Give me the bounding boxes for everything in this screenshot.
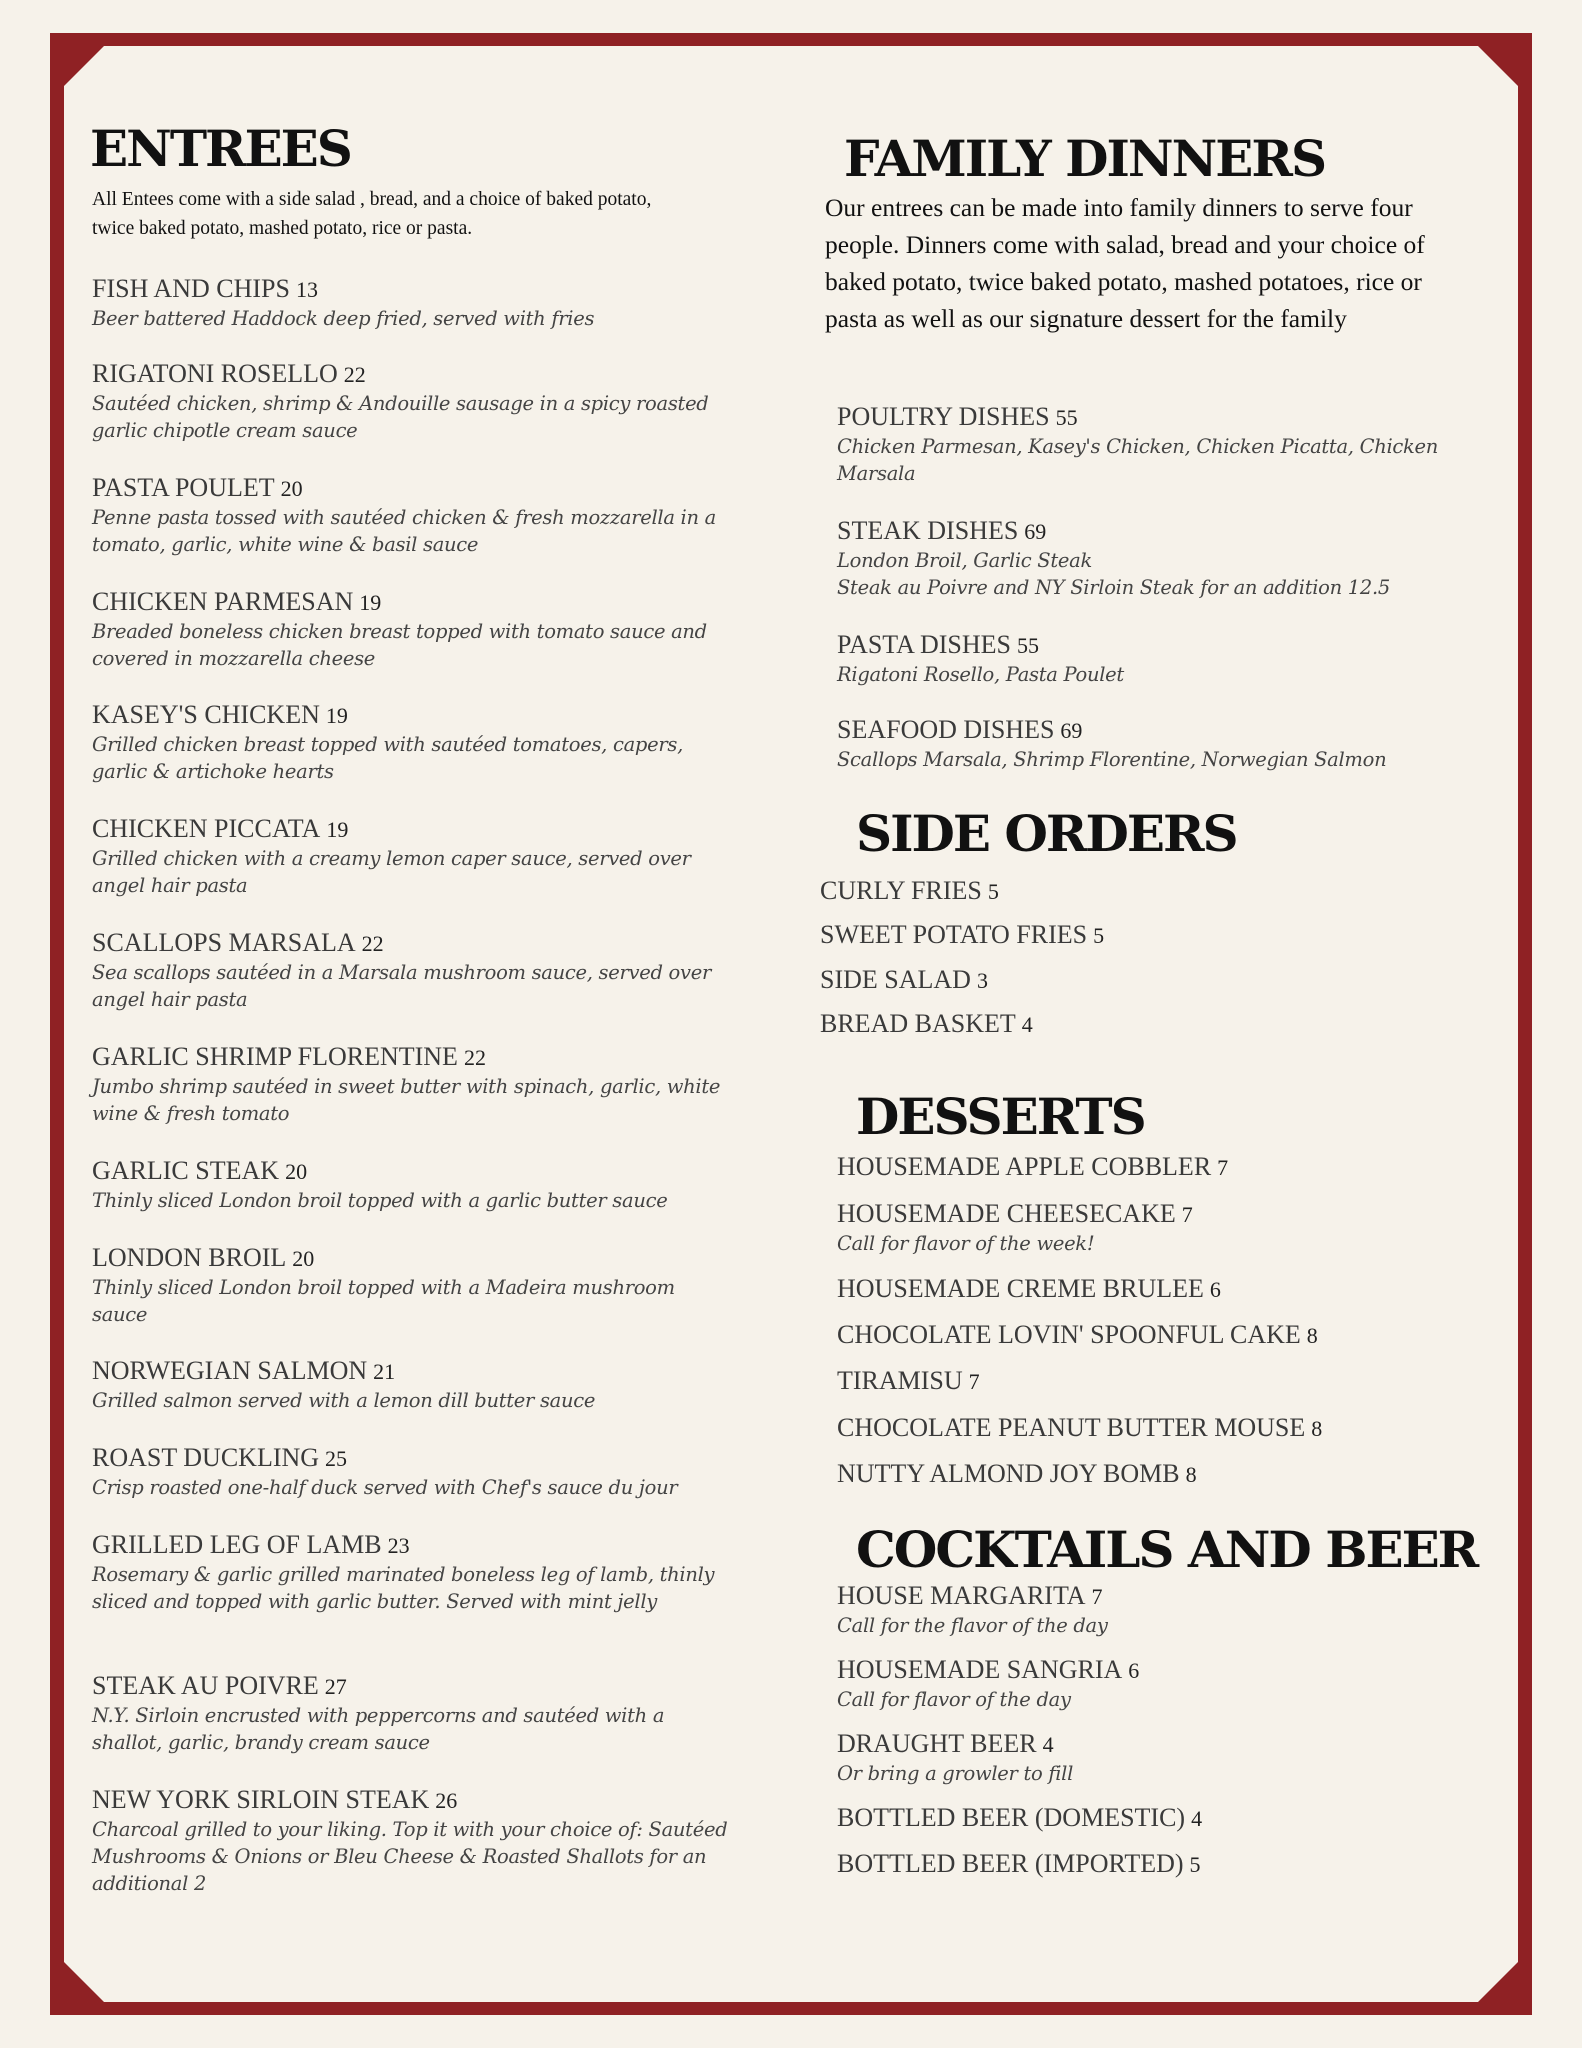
family-dinners-heading: FAMILY DINNERS bbox=[844, 129, 1326, 188]
item-description: Rigatoni Rosello, Pasta Poulet bbox=[837, 663, 1124, 686]
item-name: CHOCOLATE LOVIN' SPOONFUL CAKE bbox=[837, 1320, 1301, 1349]
item-name: RIGATONI ROSELLO bbox=[92, 359, 338, 388]
item-price: 4 bbox=[1021, 1012, 1033, 1037]
item-description: Rosemary & garlic grilled marinated boneless leg of lamb, thinly sliced and topped with garlic butter. Served with mint jelly bbox=[92, 1563, 715, 1613]
family-dinner-item bbox=[837, 630, 1497, 688]
item-description: Charcoal grilled to your liking. Top it with your choice of: Sautéed Mushrooms & Onions or Bleu Cheese & Roasted Shallots for an additional 2 bbox=[92, 1818, 728, 1895]
cocktail-item bbox=[837, 1803, 1202, 1834]
item-price: 21 bbox=[373, 1359, 396, 1384]
item-price: 22 bbox=[361, 931, 384, 956]
item-price: 13 bbox=[295, 277, 318, 302]
item-price: 25 bbox=[325, 1446, 348, 1471]
side-order-item bbox=[820, 965, 988, 996]
item-name: NUTTY ALMOND JOY BOMB bbox=[837, 1459, 1180, 1488]
item-name: TIRAMISU bbox=[837, 1366, 963, 1395]
item-name: PASTA DISHES bbox=[837, 630, 1011, 659]
item-price: 27 bbox=[324, 1674, 347, 1699]
item-description: Sea scallops sautéed in a Marsala mushroom sauce, served over angel hair pasta bbox=[92, 961, 711, 1011]
item-name: NORWEGIAN SALMON bbox=[92, 1356, 368, 1385]
cocktail-item bbox=[837, 1655, 1139, 1713]
item-price: 7 bbox=[968, 1369, 980, 1394]
dessert-item bbox=[837, 1320, 1318, 1351]
entree-item bbox=[92, 1156, 752, 1214]
item-name: GRILLED LEG OF LAMB bbox=[92, 1530, 382, 1559]
item-price: 5 bbox=[1189, 1852, 1201, 1877]
item-price: 55 bbox=[1055, 405, 1078, 430]
entree-item bbox=[92, 1356, 732, 1414]
item-description: Thinly sliced London broil topped with a garlic butter sauce bbox=[92, 1189, 668, 1212]
family-dinner-item bbox=[837, 516, 1497, 601]
cocktails-heading: COCKTAILS AND BEER bbox=[856, 1520, 1478, 1579]
family-dinners-intro: Our entrees can be made into family dinners to serve four people. Dinners come with salad, bread and your choice of baked potato, twice baked potato, mashed potatoes, rice or pasta as well as our signature dessert for the family bbox=[825, 193, 1425, 333]
side-order-item bbox=[820, 1009, 1033, 1040]
entree-item bbox=[92, 1530, 732, 1615]
item-price: 7 bbox=[1091, 1584, 1103, 1609]
item-price: 19 bbox=[325, 703, 348, 728]
item-description: Crisp roasted one-half duck served with Chef's sauce du jour bbox=[92, 1476, 678, 1499]
item-price: 20 bbox=[292, 1246, 315, 1271]
dessert-item bbox=[837, 1413, 1322, 1444]
dessert-item bbox=[837, 1199, 1193, 1257]
side-orders-heading: SIDE ORDERS bbox=[856, 804, 1237, 863]
entree-item bbox=[92, 928, 732, 1013]
family-dinner-item bbox=[837, 402, 1497, 487]
entree-item bbox=[92, 587, 732, 672]
side-order-item bbox=[820, 920, 1104, 951]
item-name: HOUSEMADE APPLE COBBLER bbox=[837, 1152, 1212, 1181]
item-description: Call for flavor of the week! bbox=[837, 1232, 1095, 1255]
item-price: 26 bbox=[435, 1788, 458, 1813]
item-name: BREAD BASKET bbox=[820, 1009, 1016, 1038]
item-price: 20 bbox=[285, 1159, 308, 1184]
item-name: HOUSEMADE SANGRIA bbox=[837, 1655, 1123, 1684]
entree-item bbox=[92, 1443, 752, 1501]
item-description: Or bring a growler to fill bbox=[837, 1762, 1074, 1785]
item-name: SEAFOOD DISHES bbox=[837, 715, 1055, 744]
item-price: 4 bbox=[1191, 1806, 1203, 1831]
cocktail-item bbox=[837, 1581, 1108, 1639]
entree-item bbox=[92, 1671, 732, 1756]
dessert-item bbox=[837, 1366, 980, 1397]
entrees-heading: ENTREES bbox=[90, 119, 351, 178]
item-price: 22 bbox=[463, 1045, 486, 1070]
entree-item bbox=[92, 473, 732, 558]
item-price: 8 bbox=[1306, 1323, 1318, 1348]
item-name: STEAK DISHES bbox=[837, 516, 1019, 545]
item-description: Sautéed chicken, shrimp & Andouille sausage in a spicy roasted garlic chipotle cream sauce bbox=[92, 392, 709, 442]
item-name: LONDON BROIL bbox=[92, 1243, 287, 1272]
item-description: Scallops Marsala, Shrimp Florentine, Norwegian Salmon bbox=[837, 748, 1387, 771]
desserts-heading: DESSERTS bbox=[856, 1087, 1145, 1146]
entree-item bbox=[92, 1042, 732, 1127]
item-name: PASTA POULET bbox=[92, 473, 275, 502]
item-description: Beer battered Haddock deep fried, served with fries bbox=[92, 307, 595, 330]
item-name: BOTTLED BEER (IMPORTED) bbox=[837, 1849, 1184, 1878]
item-price: 6 bbox=[1209, 1277, 1221, 1302]
entrees-intro: All Entees come with a side salad , bread, and a choice of baked potato, twice baked potato, mashed potato, rice or pasta. bbox=[92, 189, 652, 239]
cocktail-item bbox=[837, 1849, 1201, 1880]
entree-item bbox=[92, 274, 732, 332]
item-price: 6 bbox=[1128, 1658, 1140, 1683]
item-name: GARLIC STEAK bbox=[92, 1156, 280, 1185]
dessert-item bbox=[837, 1459, 1197, 1490]
item-name: POULTRY DISHES bbox=[837, 402, 1050, 431]
item-name: SCALLOPS MARSALA bbox=[92, 928, 356, 957]
entree-item bbox=[92, 814, 732, 899]
item-name: FISH AND CHIPS bbox=[92, 274, 290, 303]
item-price: 22 bbox=[343, 362, 366, 387]
item-description: Thinly sliced London broil topped with a Madeira mushroom sauce bbox=[92, 1276, 675, 1326]
item-name: CHOCOLATE PEANUT BUTTER MOUSE bbox=[837, 1413, 1306, 1442]
item-price: 69 bbox=[1024, 519, 1047, 544]
item-description: Penne pasta tossed with sautéed chicken & fresh mozzarella in a tomato, garlic, white wine & basil sauce bbox=[92, 506, 716, 556]
item-description: Jumbo shrimp sautéed in sweet butter with spinach, garlic, white wine & fresh tomato bbox=[92, 1075, 721, 1125]
item-price: 20 bbox=[280, 476, 303, 501]
item-name: GARLIC SHRIMP FLORENTINE bbox=[92, 1042, 458, 1071]
entree-item bbox=[92, 700, 732, 785]
entree-item bbox=[92, 1785, 732, 1897]
dessert-item bbox=[837, 1274, 1221, 1305]
cocktail-item bbox=[837, 1729, 1073, 1787]
item-name: HOUSE MARGARITA bbox=[837, 1581, 1086, 1610]
item-name: CURLY FRIES bbox=[820, 876, 982, 905]
item-name: CHICKEN PICCATA bbox=[92, 814, 321, 843]
item-description: Grilled chicken breast topped with sautéed tomatoes, capers, garlic & artichoke hearts bbox=[92, 733, 683, 783]
item-name: ROAST DUCKLING bbox=[92, 1443, 320, 1472]
item-name: KASEY'S CHICKEN bbox=[92, 700, 320, 729]
item-price: 5 bbox=[987, 879, 999, 904]
dessert-item bbox=[837, 1152, 1228, 1183]
item-price: 7 bbox=[1217, 1155, 1229, 1180]
item-price: 5 bbox=[1093, 923, 1105, 948]
item-price: 23 bbox=[387, 1533, 410, 1558]
item-name: SIDE SALAD bbox=[820, 965, 971, 994]
item-name: DRAUGHT BEER bbox=[837, 1729, 1037, 1758]
item-name: STEAK AU POIVRE bbox=[92, 1671, 319, 1700]
item-price: 8 bbox=[1185, 1462, 1197, 1487]
item-description: London Broil, Garlic Steak bbox=[837, 549, 1092, 572]
item-price: 19 bbox=[326, 817, 349, 842]
side-order-item bbox=[820, 876, 999, 907]
item-price: 69 bbox=[1060, 718, 1083, 743]
entree-item bbox=[92, 359, 732, 444]
item-description: Chicken Parmesan, Kasey's Chicken, Chicken Picatta, Chicken Marsala bbox=[837, 435, 1439, 485]
item-description-addition: Steak au Poivre and NY Sirloin Steak for an addition 12.5 bbox=[837, 576, 1390, 599]
item-name: BOTTLED BEER (DOMESTIC) bbox=[837, 1803, 1186, 1832]
item-name: NEW YORK SIRLOIN STEAK bbox=[92, 1785, 430, 1814]
item-name: HOUSEMADE CREME BRULEE bbox=[837, 1274, 1204, 1303]
item-name: HOUSEMADE CHEESECAKE bbox=[837, 1199, 1176, 1228]
item-price: 19 bbox=[359, 590, 382, 615]
item-description: Call for the flavor of the day bbox=[837, 1614, 1108, 1637]
item-price: 3 bbox=[976, 968, 988, 993]
item-description: Grilled salmon served with a lemon dill butter sauce bbox=[92, 1389, 596, 1412]
item-description: N.Y. Sirloin encrusted with peppercorns and sautéed with a shallot, garlic, brandy cream sauce bbox=[92, 1704, 665, 1754]
item-name: CHICKEN PARMESAN bbox=[92, 587, 354, 616]
item-description: Breaded boneless chicken breast topped with tomato sauce and covered in mozzarella cheese bbox=[92, 620, 707, 670]
family-dinner-item bbox=[837, 715, 1497, 773]
item-description: Call for flavor of the day bbox=[837, 1688, 1071, 1711]
item-price: 4 bbox=[1042, 1732, 1054, 1757]
item-name: SWEET POTATO FRIES bbox=[820, 920, 1088, 949]
entree-item bbox=[92, 1243, 732, 1328]
item-description: Grilled chicken with a creamy lemon caper sauce, served over angel hair pasta bbox=[92, 847, 691, 897]
item-price: 8 bbox=[1311, 1416, 1323, 1441]
item-price: 7 bbox=[1181, 1202, 1193, 1227]
item-price: 55 bbox=[1016, 633, 1039, 658]
